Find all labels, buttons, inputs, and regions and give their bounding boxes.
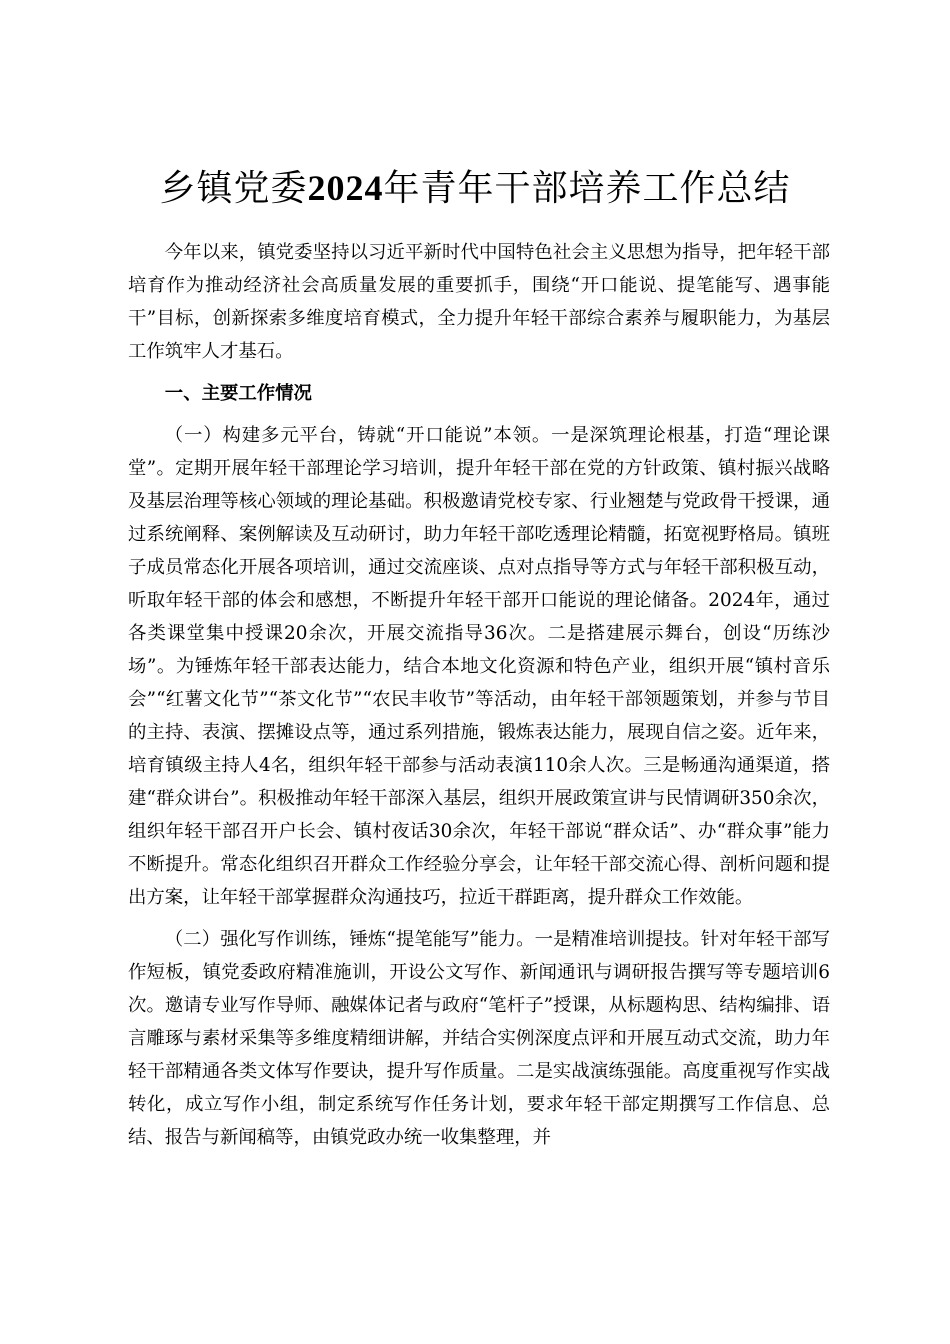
body-paragraph-2: （二）强化写作训练，锤炼“提笔能写”能力。一是精准培训提技。针对年轻干部写作短板，镇党委政府精准施训，开设公文写作、新闻通讯与调研报告撰写等专题培训6次。邀请专业写作导师、融媒体记者与政府“笔杆子”授课，从标题构思、结构编排、语言雕琢与素材采集等多维度精细讲解，并结合实例深度点评和开展互动式交流，助力年轻干部精通各类文体写作要诀，提升写作质量。二是实战演练强能。高度重视写作实战转化，成立写作小组，制定系统写作任务计划，要求年轻干部定期撰写工作信息、总结、报告与新闻稿等，由镇党政办统一收集整理，并 xyxy=(128,929,830,1148)
body-paragraph-1: （一）构建多元平台，铸就“开口能说”本领。一是深筑理论根基，打造“理论课堂”。定期开展年轻干部理论学习培训，提升年轻干部在党的方针政策、镇村振兴战略及基层治理等核心领域的理论基础。积极邀请党校专家、行业翘楚与党政骨干授课，通过系统阐释、案例解读及互动研讨，助力年轻干部吃透理论精髓，拓宽视野格局。镇班子成员常态化开展各项培训，通过交流座谈、点对点指导等方式与年轻干部积极互动，听取年轻干部的体会和感想，不断提升年轻干部开口能说的理论储备。2024年，通过各类课堂集中授课20余次，开展交流指导36次。二是搭建展示舞台，创设“历练沙场”。为锤炼年轻干部表达能力，结合本地文化资源和特色产业，组织开展“镇村音乐会”“红薯文化节”“茶文化节”“农民丰收节”等活动，由年轻干部领题策划，并参与节目的主持、表演、摆摊设点等，通过系列措施，锻炼表达能力，展现自信之姿。近年来，培育镇级主持人4名，组织年轻干部参与活动表演110余人次。三是畅通沟通渠道，搭建“群众讲台”。积极推动年轻干部深入基层，组织开展政策宣讲与民情调研350余次，组织年轻干部召开户长会、镇村夜话30余次，年轻干部说“群众话”、办“群众事”能力不断提升。常态化组织召开群众工作经验分享会，让年轻干部交流心得、剖析问题和提出方案，让年轻干部掌握群众沟通技巧，拉近干群距离，提升群众工作效能。 xyxy=(128,425,830,908)
section-heading: 一、主要工作情况 xyxy=(164,383,312,404)
title-suffix: 年青年干部培养工作总结 xyxy=(383,168,791,209)
title-year: 2024 xyxy=(307,168,384,208)
document-body xyxy=(128,236,830,1163)
intro-paragraph: 今年以来，镇党委坚持以习近平新时代中国特色社会主义思想为指导，把年轻干部培育作为推动经济社会高质量发展的重要抓手，围绕“开口能说、提笔能写、遇事能干”目标，创新探索多维度培育模式，全力提升年轻干部综合素养与履职能力，为基层工作筑牢人才基石。 xyxy=(128,242,830,362)
document-title xyxy=(0,162,950,215)
title-prefix: 乡镇党委 xyxy=(159,168,308,209)
